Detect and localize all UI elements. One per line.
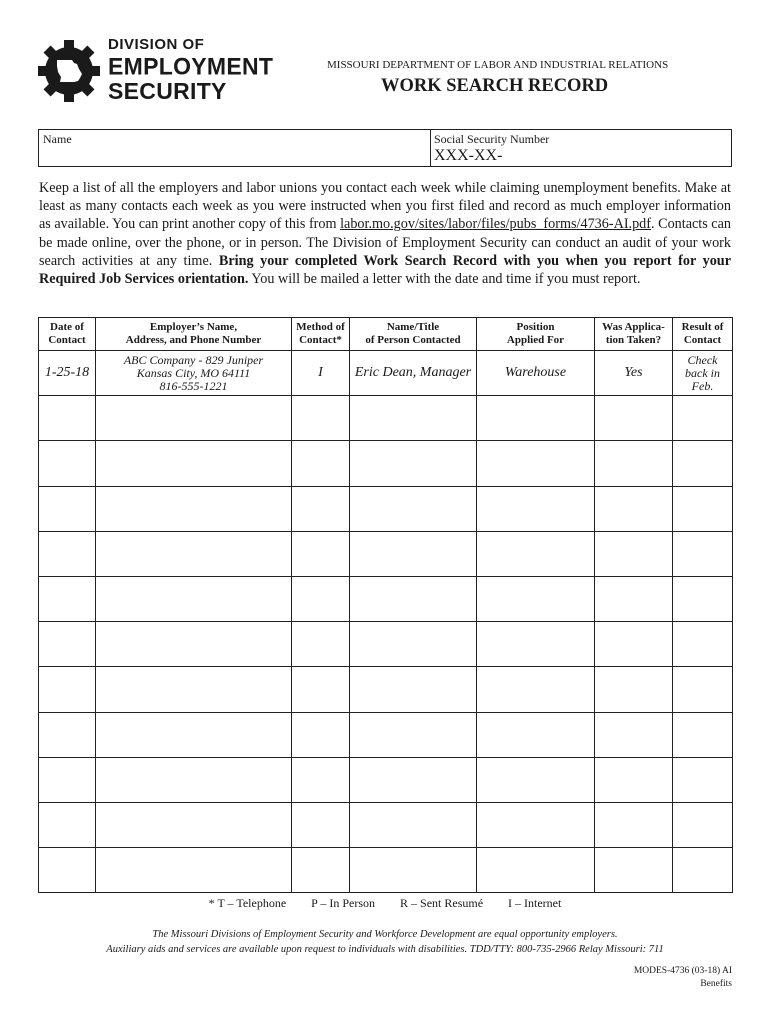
entry-cell-date[interactable] bbox=[39, 667, 96, 712]
entry-cell-method[interactable] bbox=[292, 622, 350, 667]
table-header-row bbox=[39, 318, 733, 351]
entry-cell-date[interactable] bbox=[39, 712, 96, 757]
entry-cell-method[interactable] bbox=[292, 667, 350, 712]
example-person[interactable]: Eric Dean, Manager bbox=[350, 351, 477, 396]
entry-cell-position[interactable] bbox=[477, 576, 595, 621]
entry-cell-method[interactable] bbox=[292, 848, 350, 893]
example-application[interactable]: Yes bbox=[595, 351, 673, 396]
name-label: Name bbox=[43, 132, 72, 146]
entry-cell-employer[interactable] bbox=[96, 531, 292, 576]
eeo-line-2: Auxiliary aids and services are available upon request to individuals with disabilities. TDD/TTY: 800-735-2966 Relay Missouri: 711 bbox=[106, 944, 664, 955]
entry-cell-person[interactable] bbox=[350, 441, 477, 486]
entry-cell-person[interactable] bbox=[350, 486, 477, 531]
entry-cell-application[interactable] bbox=[595, 712, 673, 757]
entry-cell-employer[interactable] bbox=[96, 441, 292, 486]
entry-cell-person[interactable] bbox=[350, 712, 477, 757]
legend-telephone: * T – Telephone bbox=[208, 896, 287, 910]
entry-cell-date[interactable] bbox=[39, 441, 96, 486]
table-row bbox=[39, 757, 733, 802]
entry-cell-position[interactable] bbox=[477, 712, 595, 757]
entry-cell-result[interactable] bbox=[673, 441, 733, 486]
instructions-paragraph bbox=[39, 179, 731, 288]
entry-cell-date[interactable] bbox=[39, 486, 96, 531]
entry-cell-position[interactable] bbox=[477, 441, 595, 486]
eeo-line-1: The Missouri Divisions of Employment Security and Workforce Development are equal opportunity employers. bbox=[152, 929, 618, 940]
work-search-table bbox=[38, 317, 733, 893]
page-title: WORK SEARCH RECORD bbox=[381, 76, 609, 96]
entry-cell-result[interactable] bbox=[673, 802, 733, 847]
entry-cell-employer[interactable] bbox=[96, 576, 292, 621]
entry-cell-method[interactable] bbox=[292, 576, 350, 621]
contact-method-legend bbox=[0, 896, 770, 911]
entry-cell-result[interactable] bbox=[673, 622, 733, 667]
form-department: Benefits bbox=[700, 979, 732, 989]
table-row bbox=[39, 712, 733, 757]
form-code: MODES-4736 (03-18) AI bbox=[633, 966, 732, 976]
entry-cell-employer[interactable] bbox=[96, 712, 292, 757]
identity-box bbox=[38, 129, 732, 167]
table-row-example bbox=[39, 351, 733, 396]
entry-cell-position[interactable] bbox=[477, 757, 595, 802]
table-row bbox=[39, 531, 733, 576]
form-link[interactable]: labor.mo.gov/sites/labor/files/pubs_forms/4736-AI.pdf bbox=[340, 216, 651, 233]
entry-cell-result[interactable] bbox=[673, 712, 733, 757]
entry-cell-method[interactable] bbox=[292, 441, 350, 486]
table-row bbox=[39, 576, 733, 621]
entry-cell-position[interactable] bbox=[477, 848, 595, 893]
entry-cell-method[interactable] bbox=[292, 712, 350, 757]
entry-cell-position[interactable] bbox=[477, 802, 595, 847]
entry-cell-position[interactable] bbox=[477, 396, 595, 441]
intro-bold-text: Bring your completed Work Search Record with you when you report for your Required Job Services orientation. bbox=[39, 252, 731, 288]
gear-state-icon bbox=[36, 38, 102, 104]
header-method: Method of Contact* bbox=[292, 318, 350, 351]
intro-text-3: You will be mailed a letter with the date and time if you must report. bbox=[248, 271, 641, 288]
legend-in-person: P – In Person bbox=[311, 896, 376, 910]
table-row bbox=[39, 802, 733, 847]
example-method[interactable]: I bbox=[292, 351, 350, 396]
entry-cell-employer[interactable] bbox=[96, 622, 292, 667]
entry-cell-application[interactable] bbox=[595, 622, 673, 667]
entry-cell-employer[interactable] bbox=[96, 486, 292, 531]
table-row bbox=[39, 622, 733, 667]
entry-cell-person[interactable] bbox=[350, 576, 477, 621]
entry-cell-employer[interactable] bbox=[96, 757, 292, 802]
entry-cell-date[interactable] bbox=[39, 576, 96, 621]
entry-cell-employer[interactable] bbox=[96, 848, 292, 893]
entry-cell-position[interactable] bbox=[477, 667, 595, 712]
table-row bbox=[39, 486, 733, 531]
entry-cell-application[interactable] bbox=[595, 802, 673, 847]
example-result[interactable]: Check back in Feb. bbox=[673, 351, 733, 396]
identity-divider bbox=[430, 130, 431, 166]
entry-cell-position[interactable] bbox=[477, 622, 595, 667]
entry-cell-person[interactable] bbox=[350, 802, 477, 847]
legend-resume: R – Sent Resumé bbox=[400, 896, 484, 910]
table-row bbox=[39, 441, 733, 486]
entry-cell-result[interactable] bbox=[673, 396, 733, 441]
header-position: Position Applied For bbox=[477, 318, 595, 351]
entry-cell-method[interactable] bbox=[292, 396, 350, 441]
agency-name: MISSOURI DEPARTMENT OF LABOR AND INDUSTRIAL RELATIONS bbox=[327, 59, 669, 71]
logo-line-2: EMPLOYMENT bbox=[108, 52, 274, 80]
form-number bbox=[634, 965, 732, 991]
table-row bbox=[39, 848, 733, 893]
entry-cell-result[interactable] bbox=[673, 757, 733, 802]
entry-cell-result[interactable] bbox=[673, 848, 733, 893]
entry-cell-application[interactable] bbox=[595, 757, 673, 802]
entry-cell-application[interactable] bbox=[595, 848, 673, 893]
entry-cell-date[interactable] bbox=[39, 848, 96, 893]
entry-cell-method[interactable] bbox=[292, 802, 350, 847]
entry-cell-method[interactable] bbox=[292, 531, 350, 576]
entry-cell-application[interactable] bbox=[595, 531, 673, 576]
entry-cell-person[interactable] bbox=[350, 531, 477, 576]
entry-cell-method[interactable] bbox=[292, 757, 350, 802]
entry-cell-result[interactable] bbox=[673, 531, 733, 576]
entry-cell-employer[interactable] bbox=[96, 802, 292, 847]
entry-cell-date[interactable] bbox=[39, 531, 96, 576]
entry-cell-employer[interactable] bbox=[96, 667, 292, 712]
entry-cell-date[interactable] bbox=[39, 622, 96, 667]
des-logo bbox=[36, 36, 274, 106]
example-date[interactable]: 1-25-18 bbox=[39, 351, 96, 396]
table-row bbox=[39, 667, 733, 712]
entry-cell-application[interactable] bbox=[595, 441, 673, 486]
logo-line-3: SECURITY bbox=[108, 78, 227, 104]
entry-cell-person[interactable] bbox=[350, 396, 477, 441]
logo-line-1: DIVISION OF bbox=[108, 36, 205, 53]
entry-cell-date[interactable] bbox=[39, 757, 96, 802]
header-person: Name/Title of Person Contacted bbox=[350, 318, 477, 351]
example-position[interactable]: Warehouse bbox=[477, 351, 595, 396]
entry-cell-application[interactable] bbox=[595, 667, 673, 712]
header-employer: Employer’s Name, Address, and Phone Number bbox=[96, 318, 292, 351]
entry-cell-application[interactable] bbox=[595, 486, 673, 531]
ssn-label: Social Security Number bbox=[434, 132, 550, 146]
entry-cell-date[interactable] bbox=[39, 802, 96, 847]
entry-cell-person[interactable] bbox=[350, 622, 477, 667]
entry-cell-person[interactable] bbox=[350, 848, 477, 893]
entry-cell-application[interactable] bbox=[595, 396, 673, 441]
entry-cell-application[interactable] bbox=[595, 576, 673, 621]
equal-opportunity-notice bbox=[0, 927, 770, 957]
intro-text-1: Keep a list of all the employers and labor unions you contact each week while claiming unemployment benefits. Make at least as many contacts each week as you were instructed when you first filed and record as much employer information as available. You can print another copy of this from bbox=[39, 180, 731, 233]
ssn-value[interactable]: XXX-XX- bbox=[434, 147, 503, 164]
table-row bbox=[39, 396, 733, 441]
entry-cell-person[interactable] bbox=[350, 757, 477, 802]
entry-cell-method[interactable] bbox=[292, 486, 350, 531]
entry-cell-result[interactable] bbox=[673, 576, 733, 621]
entry-cell-result[interactable] bbox=[673, 486, 733, 531]
entry-cell-date[interactable] bbox=[39, 396, 96, 441]
entry-cell-result[interactable] bbox=[673, 667, 733, 712]
entry-cell-person[interactable] bbox=[350, 667, 477, 712]
legend-internet: I – Internet bbox=[508, 896, 562, 910]
entry-cell-employer[interactable] bbox=[96, 396, 292, 441]
header-application: Was Applica- tion Taken? bbox=[595, 318, 673, 351]
header-result: Result of Contact bbox=[673, 318, 733, 351]
entry-cell-position[interactable] bbox=[477, 531, 595, 576]
example-employer[interactable]: ABC Company - 829 Juniper Kansas City, MO 64111 816-555-1221 bbox=[96, 351, 292, 396]
intro-text-2: . Contacts can be made online, over the phone, or in person. The Division of Employment Security can conduct an audit of your work search activities at any time. bbox=[39, 216, 731, 269]
entry-cell-position[interactable] bbox=[477, 486, 595, 531]
header-date: Date of Contact bbox=[39, 318, 96, 351]
